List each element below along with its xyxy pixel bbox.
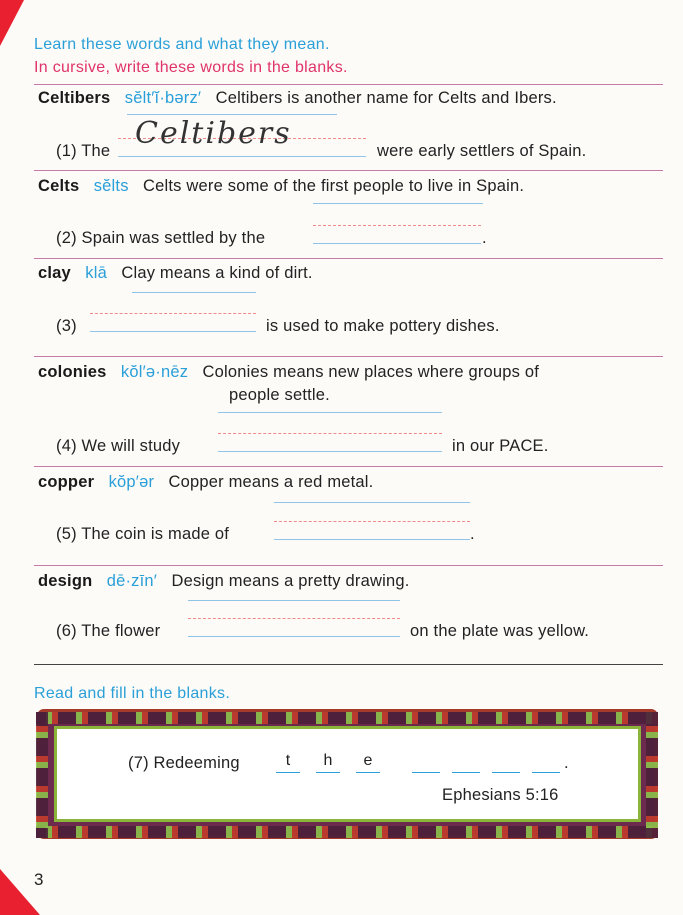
definition: Colonies means new places where groups of <box>202 363 540 381</box>
vocab-word: design <box>38 572 93 590</box>
cursive-answer: Celtibers <box>135 116 292 151</box>
answer-blank-4[interactable] <box>218 433 442 453</box>
word-underline <box>188 600 400 601</box>
answer-blank-2[interactable] <box>313 225 481 245</box>
sentence-post: . <box>482 229 487 247</box>
corner-decoration <box>0 0 24 46</box>
pronunciation: kŏl′ə·nēz <box>120 363 189 381</box>
vine-border-left <box>36 712 48 838</box>
verse-blank[interactable] <box>452 752 480 773</box>
word-underline <box>218 412 442 413</box>
divider <box>34 466 663 467</box>
verse-blank[interactable] <box>492 752 520 773</box>
sentence-pre: (5) The coin is made of <box>56 525 230 543</box>
divider <box>34 84 663 85</box>
verse-reference: Ephesians 5:16 <box>442 786 559 804</box>
corner-decoration <box>0 869 40 915</box>
sentence-pre: (3) <box>56 317 77 335</box>
instruction-read-fill: Read and fill in the blanks. <box>34 685 231 702</box>
vocab-entry-colonies <box>38 363 539 382</box>
instruction-cursive: In cursive, write these words in the blanks. <box>34 59 348 76</box>
pronunciation: kŏp′ər <box>108 473 155 491</box>
definition: Celts were some of the first people to live in Spain. <box>143 177 525 195</box>
divider <box>34 258 663 259</box>
divider <box>34 565 663 566</box>
answer-blank-5[interactable] <box>274 521 470 541</box>
instruction-learn: Learn these words and what they mean. <box>34 36 330 53</box>
answer-blank-3[interactable] <box>90 313 256 333</box>
sentence-post: . <box>470 525 475 543</box>
sentence-pre: (2) Spain was settled by the <box>56 229 266 247</box>
word-underline <box>313 203 483 204</box>
vocab-word: Celtibers <box>38 89 111 107</box>
pronunciation: sĕlts <box>93 177 129 195</box>
vocab-entry-celtibers <box>38 89 557 108</box>
vocab-entry-clay <box>38 264 313 283</box>
verse-box <box>40 712 655 836</box>
vine-border-bottom <box>36 826 658 838</box>
vocab-entry-copper <box>38 473 373 492</box>
sentence-post: were early settlers of Spain. <box>377 142 587 160</box>
pronunciation: dē·zīn′ <box>106 572 158 590</box>
vocab-word: Celts <box>38 177 80 195</box>
page-number: 3 <box>34 870 44 889</box>
verse-label: (7) Redeeming <box>128 754 240 772</box>
divider <box>34 664 663 665</box>
vocab-word: colonies <box>38 363 107 381</box>
vocab-word: copper <box>38 473 95 491</box>
vocab-word: clay <box>38 264 71 282</box>
definition: Copper means a red metal. <box>168 473 374 491</box>
vocab-entry-celts <box>38 177 524 196</box>
sentence-pre: (4) We will study <box>56 437 181 455</box>
verse-letter[interactable]: t <box>276 752 300 773</box>
verse-blank[interactable] <box>532 752 560 773</box>
divider <box>34 356 663 357</box>
word-underline <box>132 292 256 293</box>
verse-letter[interactable]: e <box>356 752 380 773</box>
sentence-post: in our PACE. <box>452 437 549 455</box>
pronunciation: klā <box>85 264 107 282</box>
pronunciation: sĕlt′ĭ·bərz′ <box>124 89 202 107</box>
answer-blank-6[interactable] <box>188 618 400 638</box>
word-underline <box>274 502 470 503</box>
sentence-pre: (6) The flower <box>56 622 161 640</box>
verse-letter[interactable]: h <box>316 752 340 773</box>
vocab-entry-design <box>38 572 409 591</box>
word-underline <box>127 114 337 115</box>
vine-border-top <box>36 712 658 724</box>
definition: Celtibers is another name for Celts and Ibers. <box>215 89 557 107</box>
sentence-post: is used to make pottery dishes. <box>266 317 500 335</box>
divider <box>34 170 663 171</box>
sentence-post: on the plate was yellow. <box>410 622 590 640</box>
verse-period: . <box>564 754 569 772</box>
definition-continued: people settle. <box>229 386 330 404</box>
verse-blank[interactable] <box>412 752 440 773</box>
definition: Design means a pretty drawing. <box>171 572 410 590</box>
vine-border-right <box>646 712 658 838</box>
sentence-pre: (1) The <box>56 142 111 160</box>
definition: Clay means a kind of dirt. <box>121 264 313 282</box>
